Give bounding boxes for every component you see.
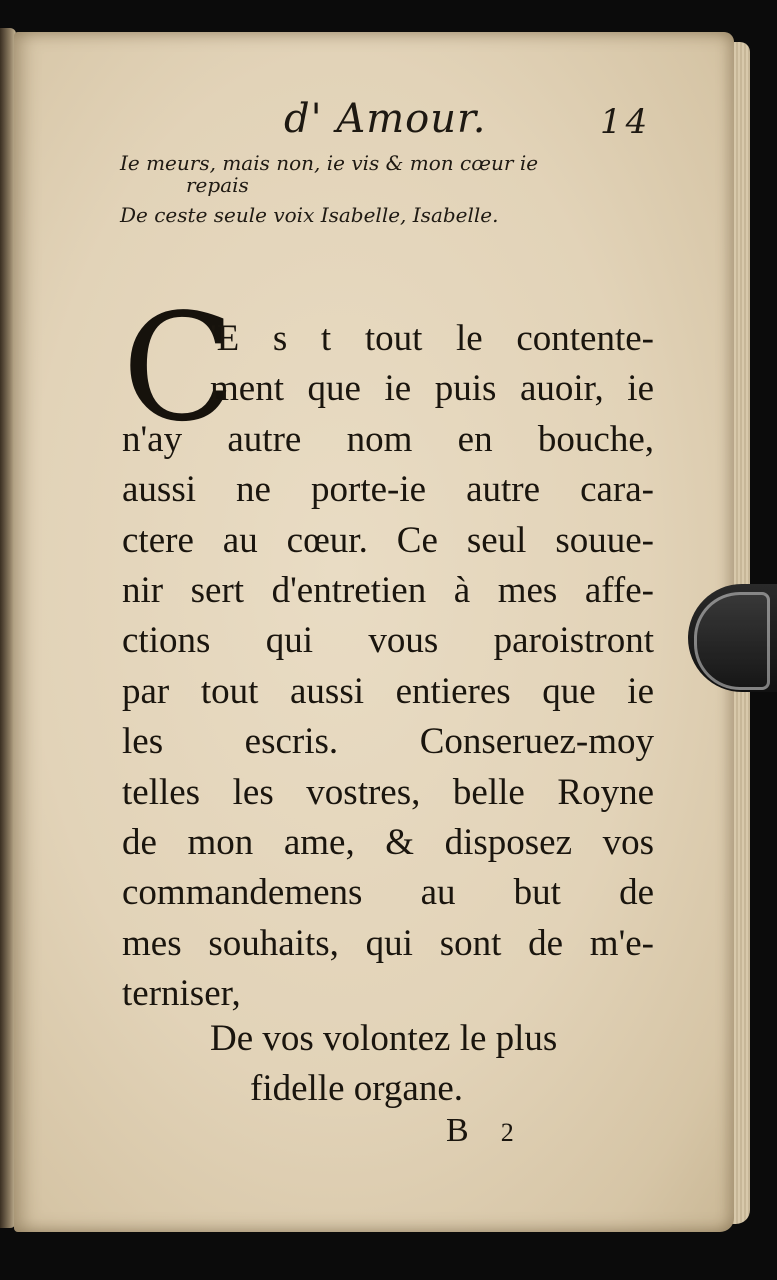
- drop-cap: C: [122, 282, 236, 454]
- page-number: 14: [600, 102, 652, 142]
- signature-number: 2: [500, 1118, 516, 1147]
- text-line: 'E s t tout le contente-: [210, 318, 654, 359]
- running-head: d' Amour.: [284, 96, 487, 142]
- clip-ring: [694, 592, 770, 690]
- text-line: n'ay autre nom en bouche,: [122, 418, 654, 460]
- closing-line: De vos volontez le plus: [210, 1018, 558, 1059]
- text-line: terniser,: [122, 973, 241, 1015]
- text-line: telles les vostres, belle Royne: [122, 771, 654, 813]
- text-line: les escris. Conseruez-moy: [122, 721, 654, 763]
- text-line: de mon ame, & disposez vos: [122, 822, 654, 864]
- body-paragraph: [122, 314, 654, 1020]
- signature-letter: B: [446, 1112, 471, 1149]
- verse-line: repais: [186, 173, 249, 197]
- verse-line: De ceste seule voix Isabelle, Isabelle.: [120, 203, 499, 227]
- text-line: ctions qui vous paroistront: [122, 620, 654, 662]
- verse-epigraph: [120, 150, 660, 228]
- closing-salutation: [210, 1014, 650, 1114]
- text-line: ctere au cœur. Ce seul souue-: [122, 519, 654, 561]
- text-line: aussi ne porte-ie autre cara-: [122, 469, 654, 511]
- text-line: par tout aussi entieres que ie: [122, 670, 654, 712]
- text-line: ment que ie puis auoir, ie: [210, 368, 654, 410]
- text-line: nir sert d'entretien à mes affe-: [122, 570, 654, 612]
- book-page: [14, 32, 734, 1232]
- verse-line: Ie meurs, mais non, ie vis & mon cœur ie: [120, 151, 539, 175]
- signature-mark: [446, 1112, 516, 1150]
- closing-line: fidelle organe.: [250, 1068, 464, 1109]
- text-line: mes souhaits, qui sont de m'e-: [122, 922, 654, 964]
- text-line: commandemens au but de: [122, 872, 654, 914]
